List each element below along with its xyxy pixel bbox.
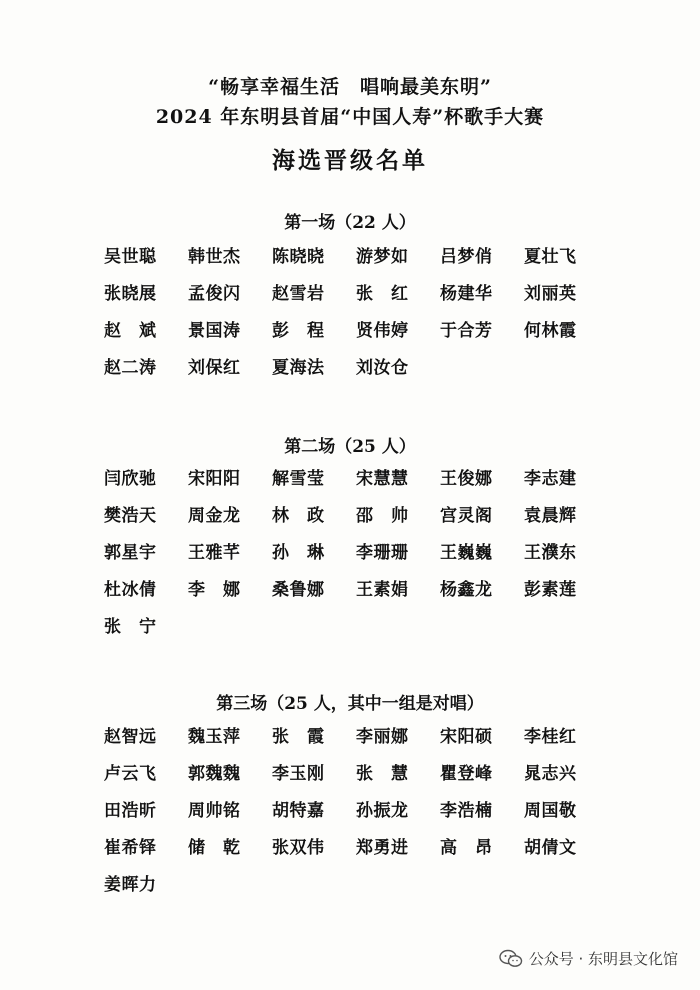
contestant-name: 晁志兴 bbox=[524, 764, 577, 784]
contestant-name: 李 娜 bbox=[188, 580, 241, 600]
contestant-name: 王俊娜 bbox=[440, 469, 493, 489]
contestant-name: 何林霞 bbox=[524, 321, 577, 341]
contestant-name: 宋慧慧 bbox=[356, 469, 409, 489]
contestant-name: 瞿登峰 bbox=[440, 764, 493, 784]
contestant-name: 郑勇进 bbox=[356, 838, 409, 858]
contestant-name: 储 乾 bbox=[188, 838, 241, 858]
section-title-round-3: 第三场（25 人，其中一组是对唱） bbox=[216, 694, 484, 714]
contestant-name: 赵智远 bbox=[104, 727, 157, 747]
contestant-name: 解雪莹 bbox=[272, 469, 325, 489]
contestant-name: 闫欣驰 bbox=[104, 469, 157, 489]
contestant-name: 周国敬 bbox=[524, 801, 577, 821]
title-slogan: “畅享幸福生活 唱响最美东明” bbox=[208, 76, 492, 98]
contestant-name: 杜冰倩 bbox=[104, 580, 157, 600]
contestant-name: 袁晨辉 bbox=[524, 506, 577, 526]
section-title-round-2: 第二场（25 人） bbox=[284, 437, 416, 457]
contestant-name: 桑鲁娜 bbox=[272, 580, 325, 600]
name-list-round-2 bbox=[104, 468, 624, 653]
footer-watermark bbox=[499, 948, 678, 969]
contestant-name: 陈晓晓 bbox=[272, 247, 325, 267]
contestant-name: 田浩昕 bbox=[104, 801, 157, 821]
contestant-name: 姜晖力 bbox=[104, 875, 157, 895]
section-title-round-1: 第一场（22 人） bbox=[284, 213, 416, 233]
page-title: 海选晋级名单 bbox=[272, 147, 428, 174]
contestant-name: 赵雪岩 bbox=[272, 284, 325, 304]
contestant-name: 张 霞 bbox=[272, 727, 325, 747]
contestant-name: 王濮东 bbox=[524, 543, 577, 563]
contestant-name: 游梦如 bbox=[356, 247, 409, 267]
name-list-round-1 bbox=[104, 246, 624, 394]
contestant-name: 杨建华 bbox=[440, 284, 493, 304]
contestant-name: 刘保红 bbox=[188, 358, 241, 378]
contestant-name: 樊浩天 bbox=[104, 506, 157, 526]
contestant-name: 孙振龙 bbox=[356, 801, 409, 821]
contestant-name: 周金龙 bbox=[188, 506, 241, 526]
contestant-name: 于合芳 bbox=[440, 321, 493, 341]
contestant-name: 胡特嘉 bbox=[272, 801, 325, 821]
contestant-name: 李浩楠 bbox=[440, 801, 493, 821]
contestant-name: 贤伟婷 bbox=[356, 321, 409, 341]
contestant-name: 刘丽英 bbox=[524, 284, 577, 304]
contestant-name: 刘汝仓 bbox=[356, 358, 409, 378]
wechat-icon bbox=[499, 949, 523, 969]
contestant-name: 李桂红 bbox=[524, 727, 577, 747]
contestant-name: 邵 帅 bbox=[356, 506, 409, 526]
contestant-name: 胡倩文 bbox=[524, 838, 577, 858]
contestant-name: 卢云飞 bbox=[104, 764, 157, 784]
contestant-name: 夏壮飞 bbox=[524, 247, 577, 267]
contestant-name: 张双伟 bbox=[272, 838, 325, 858]
contestant-name: 李玉刚 bbox=[272, 764, 325, 784]
contestant-name: 王雅芊 bbox=[188, 543, 241, 563]
contestant-name: 李志建 bbox=[524, 469, 577, 489]
contestant-name: 吴世聪 bbox=[104, 247, 157, 267]
contestant-name: 高 昂 bbox=[440, 838, 493, 858]
contestant-name: 宫灵阁 bbox=[440, 506, 493, 526]
contestant-name: 王巍巍 bbox=[440, 543, 493, 563]
contestant-name: 李珊珊 bbox=[356, 543, 409, 563]
contestant-name: 赵 斌 bbox=[104, 321, 157, 341]
contestant-name: 杨鑫龙 bbox=[440, 580, 493, 600]
contestant-name: 林 政 bbox=[272, 506, 325, 526]
contestant-name: 李丽娜 bbox=[356, 727, 409, 747]
contestant-name: 彭 程 bbox=[272, 321, 325, 341]
contestant-name: 宋阳阳 bbox=[188, 469, 241, 489]
contestant-name: 景国涛 bbox=[188, 321, 241, 341]
contestant-name: 张 红 bbox=[356, 284, 409, 304]
contestant-name: 夏海法 bbox=[272, 358, 325, 378]
footer-text: 公众号 · 东明县文化馆 bbox=[528, 950, 678, 968]
contestant-name: 魏玉萍 bbox=[188, 727, 241, 747]
contestant-name: 张 慧 bbox=[356, 764, 409, 784]
contestant-name: 吕梦俏 bbox=[440, 247, 493, 267]
contestant-name: 王素娟 bbox=[356, 580, 409, 600]
contestant-name: 孟俊闪 bbox=[188, 284, 241, 304]
contestant-name: 张晓展 bbox=[104, 284, 157, 304]
contestant-name: 韩世杰 bbox=[188, 247, 241, 267]
contestant-name: 郭星宇 bbox=[104, 543, 157, 563]
name-list-round-3 bbox=[104, 726, 624, 911]
contestant-name: 彭素莲 bbox=[524, 580, 577, 600]
contestant-name: 周帅铭 bbox=[188, 801, 241, 821]
contestant-name: 宋阳硕 bbox=[440, 727, 493, 747]
contestant-name: 郭魏魏 bbox=[188, 764, 241, 784]
contestant-name: 赵二涛 bbox=[104, 358, 157, 378]
contestant-name: 崔希铎 bbox=[104, 838, 157, 858]
title-event: 2024 年东明县首届“中国人寿”杯歌手大赛 bbox=[155, 106, 545, 128]
contestant-name: 张 宁 bbox=[104, 617, 157, 637]
contestant-name: 孙 琳 bbox=[272, 543, 325, 563]
